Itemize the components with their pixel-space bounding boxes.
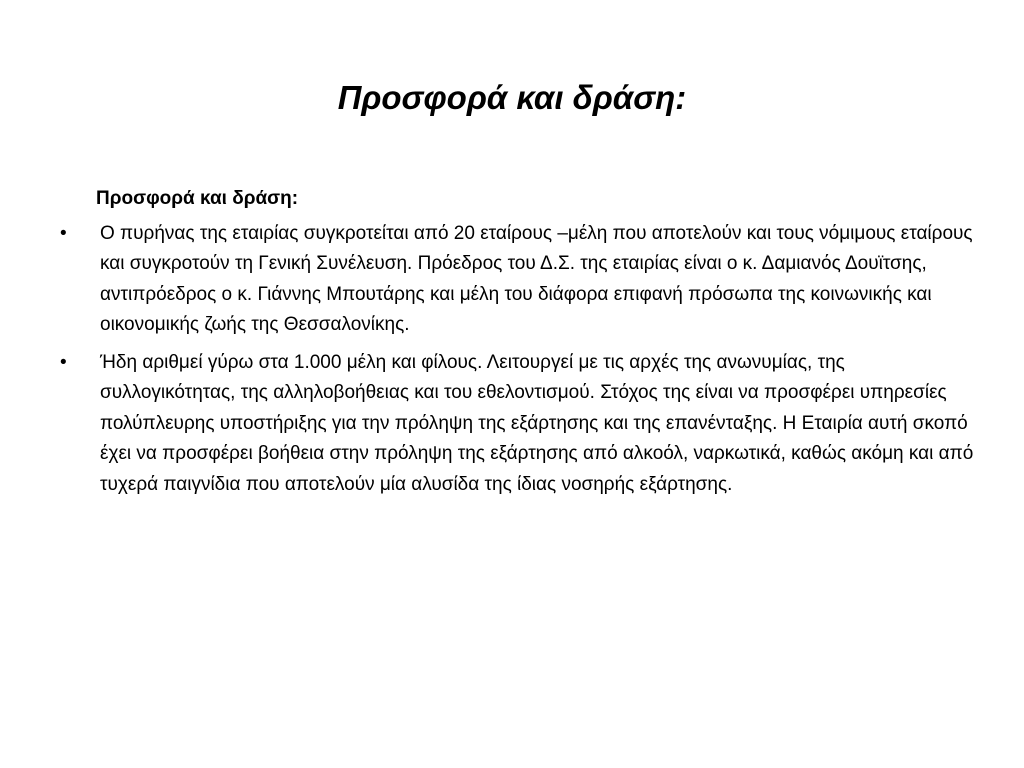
- bullet-item: [60, 219, 980, 341]
- slide-title: Προσφορά και δράση:: [337, 79, 687, 116]
- bullet-list: [60, 219, 980, 501]
- bullet-icon: •: [60, 222, 67, 244]
- bullet-icon: •: [60, 351, 67, 373]
- slide-content: [60, 184, 980, 507]
- bullet-text: Ο πυρήνας της εταιρίας συγκροτείται από 20 εταίρους –μέλη που αποτελούν και τους νόμιμους εταίρους και συγκροτούν τη Γενική Συνέλευση. Πρόεδρος του Δ.Σ. της εταιρίας είναι ο κ. Δαμιανός Δουϊτσης, αντιπρόεδρος ο κ. Γιάννης Μπουτάρης και μέλη του διάφορα επιφανή πρόσωπα της κοινωνικής και οικονομικής ζωής της Θεσσαλονίκης.: [100, 222, 973, 335]
- subheading: Προσφορά και δράση:: [96, 188, 299, 209]
- bullet-text: Ήδη αριθμεί γύρω στα 1.000 μέλη και φίλους. Λειτουργεί με τις αρχές της ανωνυμίας, της συλλογικότητας, της αλληλοβοήθειας και του εθελοντισμού. Στόχος της είναι να προσφέρει υπηρεσίες πολύπλευρης υποστήριξης για την πρόληψη της εξάρτησης και της επανένταξης. Η Εταιρία αυτή σκοπό έχει να προσφέρει βοήθεια στην πρόληψη της εξάρτησης από αλκοόλ, ναρκωτικά, καθώς ακόμη και από τυχερά παιγνίδια που αποτελούν μία αλυσίδα της ίδιας νοσηρής εξάρτησης.: [100, 351, 974, 495]
- bullet-item: [60, 348, 980, 501]
